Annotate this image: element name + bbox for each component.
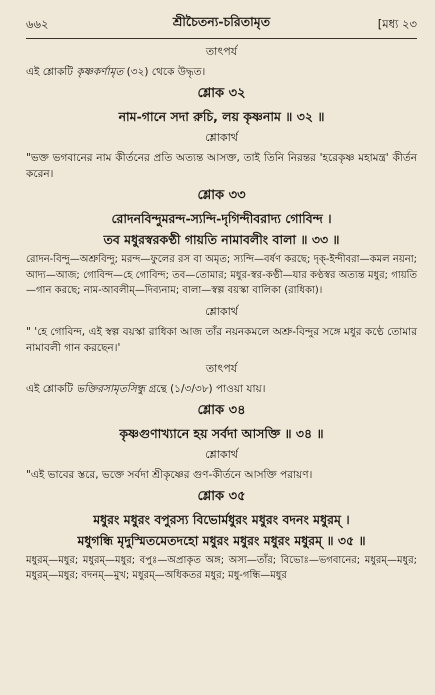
section-marker: [মধ্য ২৩ — [377, 17, 417, 31]
book-title: কৃষ্ণকর্ণামৃত — [76, 66, 124, 78]
paragraph: "ভক্ত ভগবানের নাম কীর্তনের প্রতি অত্যন্ত আসক্ত, তাই তিনি নিরন্তর 'হরেকৃষ্ণ মহামন্ত্র' কীর্তন করেন। — [26, 152, 417, 180]
paragraph: "এই ভাবের স্তরে, ভক্তে সর্বদা শ্রীকৃষ্ণের গুণ-কীর্তনে আসক্তি পরায়ণ। — [26, 468, 313, 481]
section-heading: শ্লোকার্থ — [205, 447, 238, 461]
sloka-number: শ্লোক ৩৪ — [197, 402, 246, 418]
verse-line: কৃষ্ণগুণাখ্যানে হয় সর্বদা আসক্তি ॥ ৩৪ ॥ — [119, 425, 324, 441]
section-heading: তাৎপর্য — [205, 361, 238, 375]
word-for-word: রোদন-বিন্দু—অশ্রুবিন্দু; মরন্দ—ফুলের রস বা অমৃত; স্যন্দি—বর্ষণ করছে; দৃক্-ইন্দীবরা—কমল নয়না; আদ্য—আজ; গোবিন্দ—হে গোবিন্দ; তব—তোমার; মধুর-স্বর-কণ্ঠী—যার কণ্ঠস্বর অত্যন্ত মধুর; গায়তি—গান করছে; নাম-আবলীম্—দিব্যনাম; বালা—স্বল্প বয়স্কা বালিকা (রাধিকা)। — [26, 254, 417, 296]
book-title: ভক্তিরসামৃতসিন্ধু — [76, 382, 146, 395]
running-title: শ্রীচৈতন্য-চরিতামৃত — [172, 14, 271, 29]
verse-line: নাম-গানে সদা রুচি, লয় কৃষ্ণনাম ॥ ৩২ ॥ — [118, 109, 325, 124]
sloka-number: শ্লোক ৩২ — [197, 86, 246, 101]
verse — [26, 107, 417, 126]
header-rule — [26, 38, 417, 39]
paragraph-text: (৩২) থেকে উদ্ধৃত। — [123, 66, 206, 78]
verse — [26, 209, 417, 249]
verse — [26, 424, 417, 443]
sloka-number: শ্লোক ৩৫ — [197, 488, 246, 504]
section-heading: শ্লোকার্থ — [205, 131, 238, 144]
page-number: ৬৬২ — [26, 17, 49, 31]
paragraph-text: এই শ্লোকটি — [26, 66, 77, 78]
sloka-number: শ্লোক ৩৩ — [197, 188, 246, 203]
verse-line: তব মধুরস্বরকণ্ঠী গায়তি নামাবলীং বালা ॥ ৩৩ ॥ — [103, 232, 340, 247]
paragraph-text: এই শ্লোকটি — [26, 382, 77, 395]
paragraph-text: গ্রন্থে (১/৩/৩৮) পাওয়া যায়। — [145, 382, 266, 395]
paragraph — [26, 64, 417, 80]
page-body — [26, 43, 417, 584]
verse-line: মধুগন্ধি মৃদুস্মিতমেতদহো মধুরং মধুরং মধুরং মধুরম্ ॥ ৩৫ ॥ — [77, 532, 366, 548]
verse-line: মধুরং মধুরং বপুরস্য বিভোর্মধুরং মধুরং বদনং মধুরম্ । — [93, 511, 350, 527]
page-header — [26, 0, 417, 40]
paragraph: " 'হে গোবিন্দ, এই স্বল্প বয়স্কা রাধিকা আজ তাঁর নয়নকমলে অশ্রু-বিন্দুর সঙ্গে মধুর কণ্ঠে তোমার নামাবলী গান করছেন।' — [26, 325, 417, 354]
paragraph — [26, 381, 417, 397]
word-for-word: মধুরম্—মধুর; মধুরম্—মধুর; বপুঃ—অপ্রাকৃত অঙ্গ; অস্য—তাঁর; বিভোঃ—ভগবানের; মধুরম্—মধুর; মধুরম্—মধুর; বদনম্—মুখ; মধুরম্—অধিকতর মধুর; মধু-গন্ধি—মধুর — [26, 554, 417, 581]
section-heading: তাৎপর্য — [205, 45, 238, 58]
section-heading: শ্লোকার্থ — [205, 304, 238, 318]
verse-line: রোদনবিন্দুমরন্দ-স্যন্দি-দৃগিন্দীবরাদ্য গোবিন্দ । — [111, 211, 332, 226]
verse — [26, 510, 417, 550]
